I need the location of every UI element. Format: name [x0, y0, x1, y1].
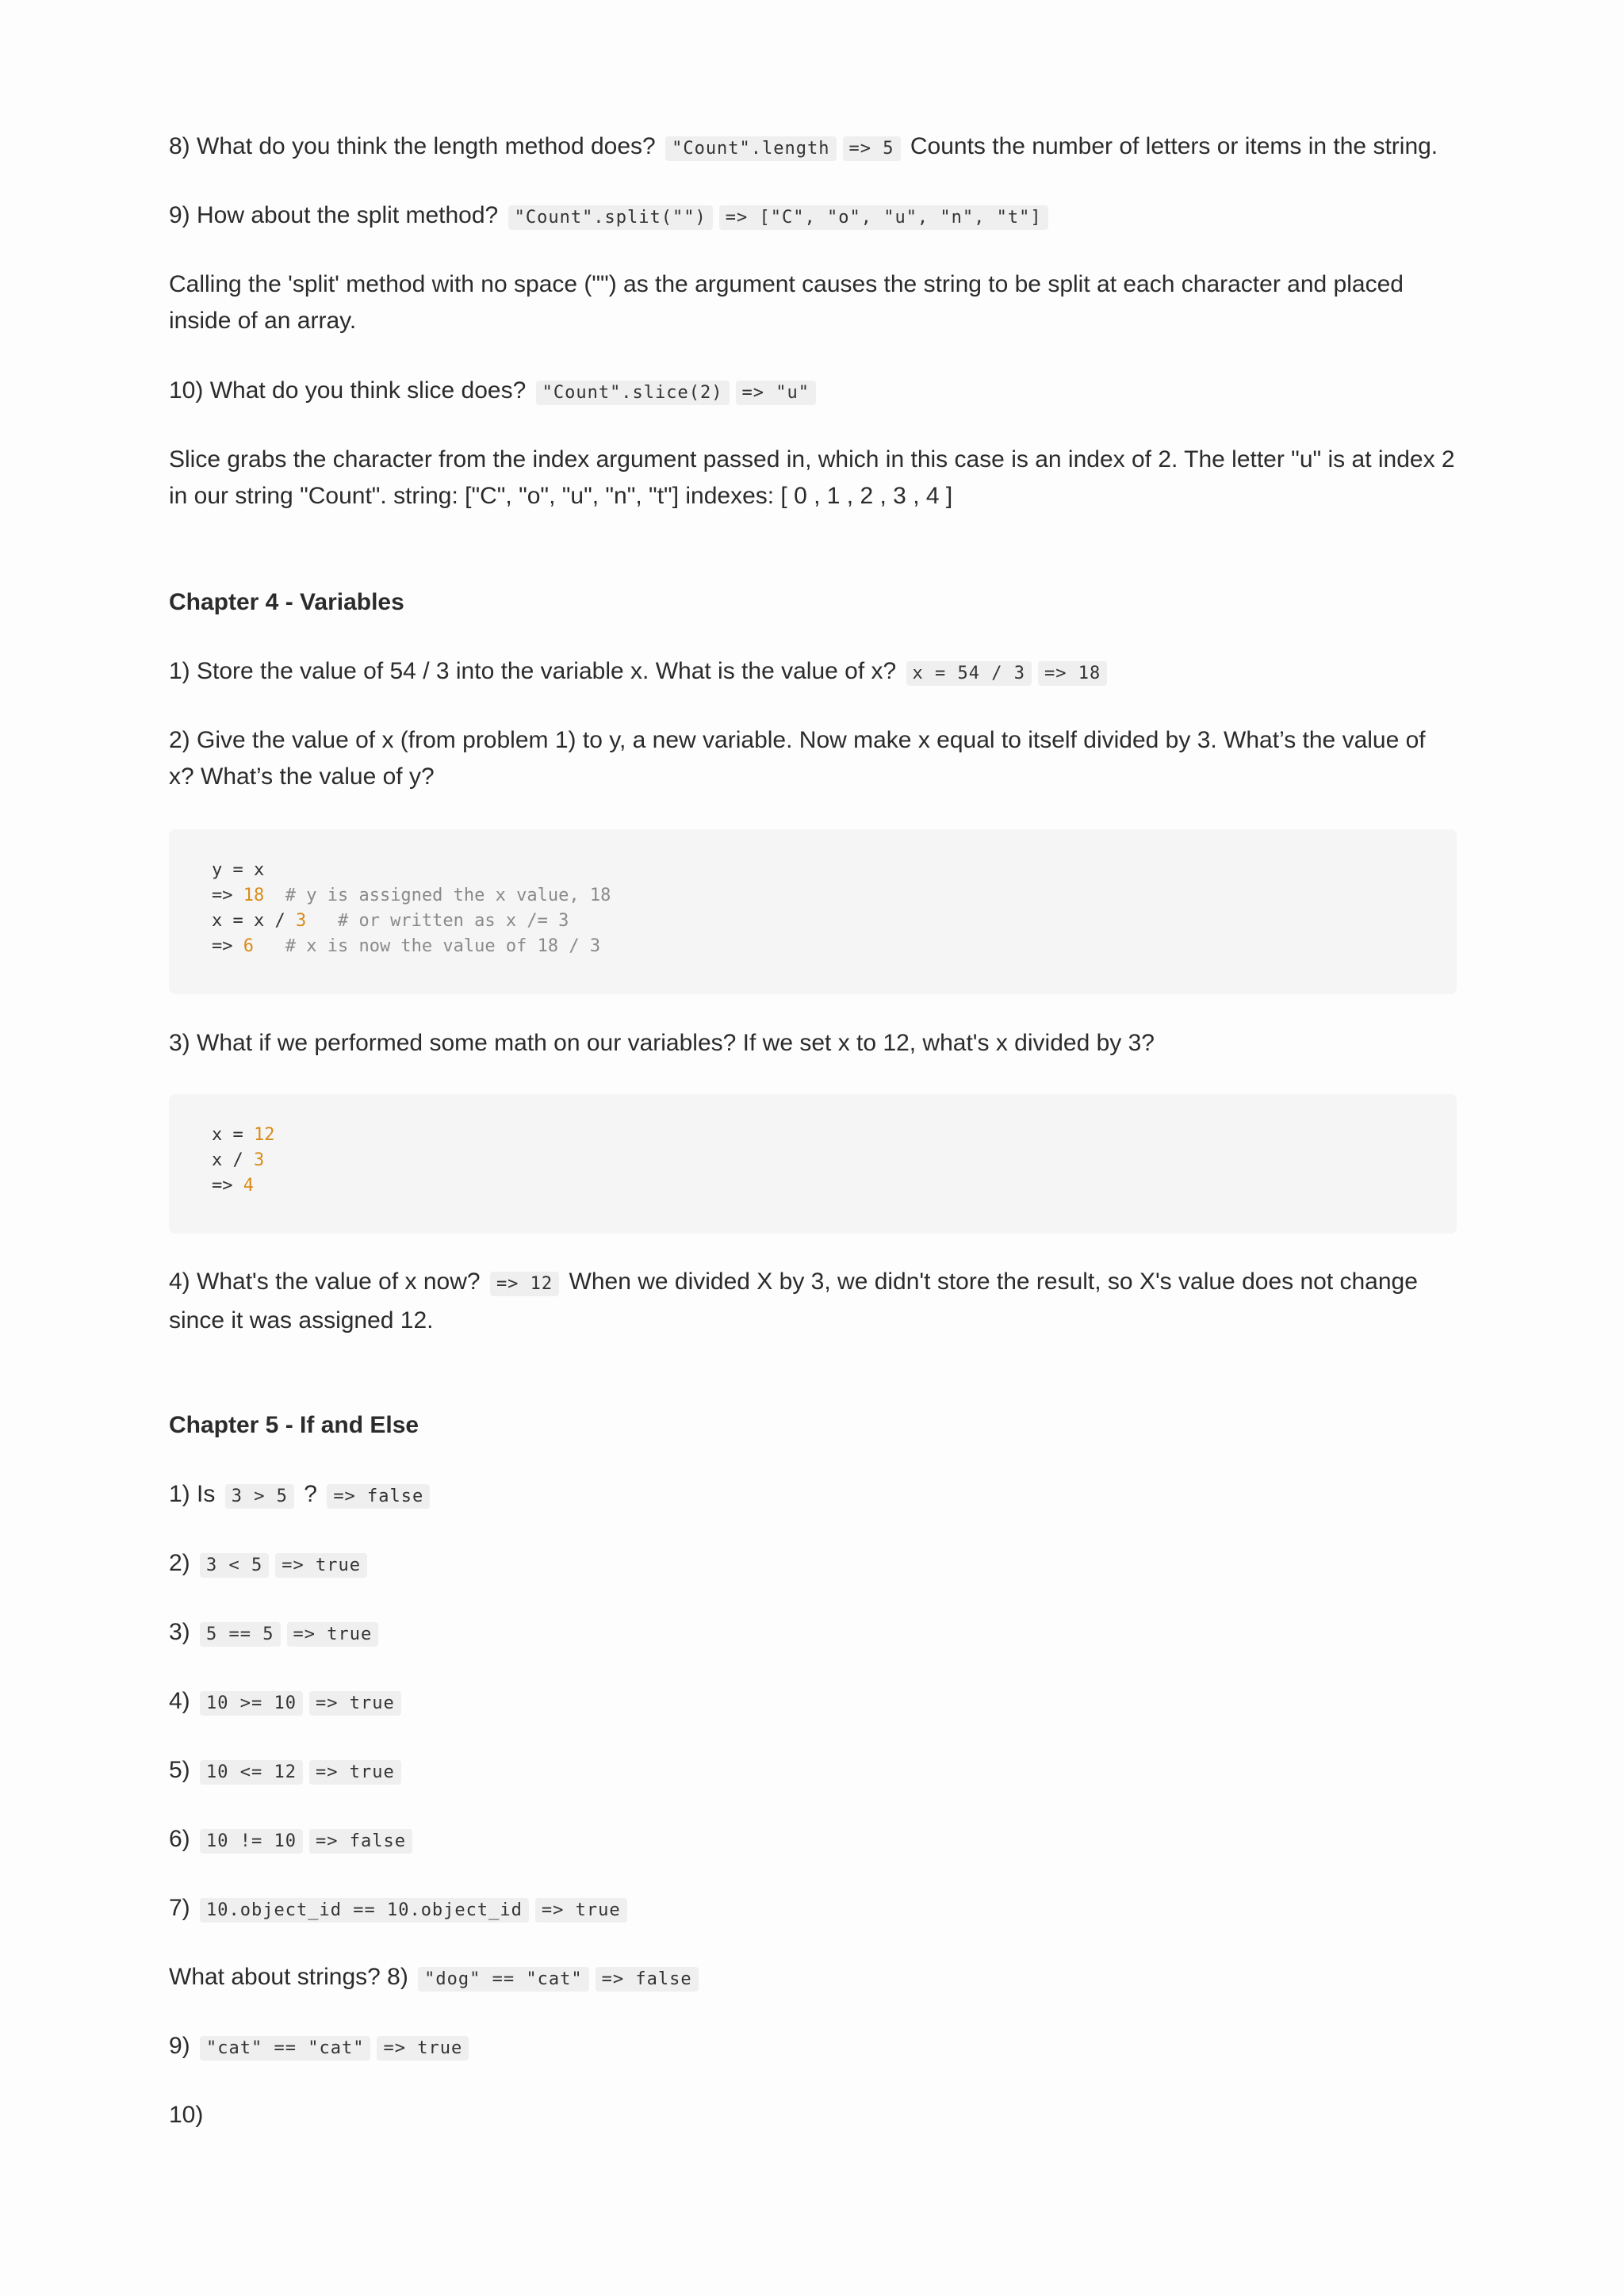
inline-code-result: => ["C", "o", "u", "n", "t"] — [719, 205, 1048, 230]
inline-code: 10 >= 10 — [200, 1691, 303, 1716]
ch4-q1 — [169, 653, 1457, 692]
inline-code: "dog" == "cat" — [418, 1967, 588, 1992]
ch3-q8 — [169, 128, 1457, 167]
inline-code: 3 < 5 — [200, 1553, 269, 1578]
inline-code-result: => 18 — [1038, 661, 1107, 686]
question-number: 5) — [169, 1757, 190, 1783]
code-text: x / — [212, 1150, 254, 1170]
code-text: x = x / — [212, 911, 296, 931]
ch5-q8 — [169, 1959, 1457, 1998]
inline-code-result: => true — [377, 2036, 469, 2061]
question-number: 10) — [169, 2102, 204, 2128]
ch3-q9 — [169, 197, 1457, 236]
inline-code-result: => 12 — [490, 1272, 559, 1296]
inline-code: "cat" == "cat" — [200, 2036, 370, 2061]
ch5-q4 — [169, 1683, 1457, 1722]
inline-code-result: => 5 — [843, 136, 901, 161]
question-text: What about strings? 8) — [169, 1964, 408, 1990]
code-text: => — [212, 936, 243, 956]
inline-code-result: => true — [535, 1898, 627, 1923]
inline-code-result: => false — [327, 1484, 430, 1509]
inline-code-result: => "u" — [736, 381, 816, 405]
ch5-q5 — [169, 1752, 1457, 1791]
question-text: 4) What's the value of x now? — [169, 1269, 481, 1295]
code-line — [212, 1148, 1414, 1173]
inline-code: "Count".split("") — [508, 205, 713, 230]
ch4-q4 — [169, 1264, 1457, 1339]
code-text: y = x — [212, 860, 265, 880]
inline-code-result: => true — [309, 1691, 401, 1716]
code-line — [212, 858, 1414, 883]
ch5-q3 — [169, 1614, 1457, 1653]
code-block-1 — [169, 829, 1457, 994]
question-number: 7) — [169, 1895, 190, 1921]
code-text: => — [212, 1176, 243, 1196]
question-number: 6) — [169, 1826, 190, 1852]
code-comment: # x is now the value of 18 / 3 — [254, 936, 601, 956]
code-number: 3 — [253, 1150, 265, 1170]
question-text: 10) What do you think slice does? — [169, 377, 527, 404]
code-line — [212, 883, 1414, 909]
code-text: x = — [212, 1125, 254, 1145]
question-text: 8) What do you think the length method does? — [169, 133, 656, 159]
code-text: => — [212, 886, 243, 905]
inline-code-result: => false — [596, 1967, 699, 1992]
inline-code-result: => true — [309, 1760, 401, 1785]
inline-code: 10.object_id == 10.object_id — [200, 1898, 529, 1923]
inline-code: x = 54 / 3 — [906, 661, 1032, 686]
code-number: 3 — [295, 911, 307, 931]
code-block-2 — [169, 1094, 1457, 1234]
code-line — [212, 1123, 1414, 1148]
inline-code: "Count".length — [665, 136, 836, 161]
question-number: 3) — [169, 1619, 190, 1645]
inline-code: "Count".slice(2) — [536, 381, 730, 405]
ch3-q10 — [169, 373, 1457, 411]
code-line — [212, 909, 1414, 934]
inline-code: 10 <= 12 — [200, 1760, 303, 1785]
ch5-q2 — [169, 1545, 1457, 1584]
code-number: 4 — [243, 1176, 254, 1196]
code-comment: # or written as x /= 3 — [306, 911, 569, 931]
split-explanation: Calling the 'split' method with no space ("") as the argument causes the string to be split at each character and placed inside of an array. — [169, 271, 1404, 334]
code-number: 18 — [243, 886, 265, 905]
inline-code: 3 > 5 — [225, 1484, 294, 1509]
question-number: 2) — [169, 1550, 190, 1576]
inline-code: 5 == 5 — [200, 1622, 280, 1647]
question-text: 9) How about the split method? — [169, 202, 499, 228]
chapter-4-heading: Chapter 4 - Variables — [169, 589, 404, 615]
inline-code: 10 != 10 — [200, 1829, 303, 1854]
inline-code-result: => false — [309, 1829, 412, 1854]
code-comment: # y is assigned the x value, 18 — [264, 886, 611, 905]
ch4-q3: 3) What if we performed some math on our variables? If we set x to 12, what's x divided by 3? — [169, 1030, 1155, 1056]
question-number: 9) — [169, 2033, 190, 2059]
answer-text: When we divided X by 3, we didn't store the result, so X's value does not change since it was assigned 12. — [169, 1269, 1418, 1334]
question-number: 4) — [169, 1688, 190, 1714]
answer-text: Counts the number of letters or items in the string. — [910, 133, 1438, 159]
ch5-q7 — [169, 1890, 1457, 1929]
code-line — [212, 934, 1414, 959]
question-number: 1) Is — [169, 1481, 216, 1507]
inline-code-result: => true — [287, 1622, 379, 1647]
inline-code-result: => true — [275, 1553, 367, 1578]
ch5-q6 — [169, 1821, 1457, 1860]
ch5-q10 — [169, 2097, 1457, 2133]
question-text: 1) Store the value of 54 / 3 into the variable x. What is the value of x? — [169, 658, 897, 684]
code-number: 6 — [243, 936, 254, 956]
ch5-q9 — [169, 2028, 1457, 2067]
ch5-q1 — [169, 1476, 1457, 1515]
question-text: ? — [304, 1481, 317, 1507]
ch4-q2: 2) Give the value of x (from problem 1) to y, a new variable. Now make x equal to itself divided by 3. What’s the value of x? What’s the value of y? — [169, 727, 1426, 790]
chapter-5-heading: Chapter 5 - If and Else — [169, 1412, 419, 1438]
slice-explanation: Slice grabs the character from the index argument passed in, which in this case is an index of 2. The letter "u" is at index 2 in our string "Count". string: ["C", "o", "u", "n", "t"] indexes: [ 0 , 1 , 2 , 3 , 4 ] — [169, 446, 1455, 509]
code-number: 12 — [253, 1125, 275, 1145]
code-line — [212, 1173, 1414, 1199]
